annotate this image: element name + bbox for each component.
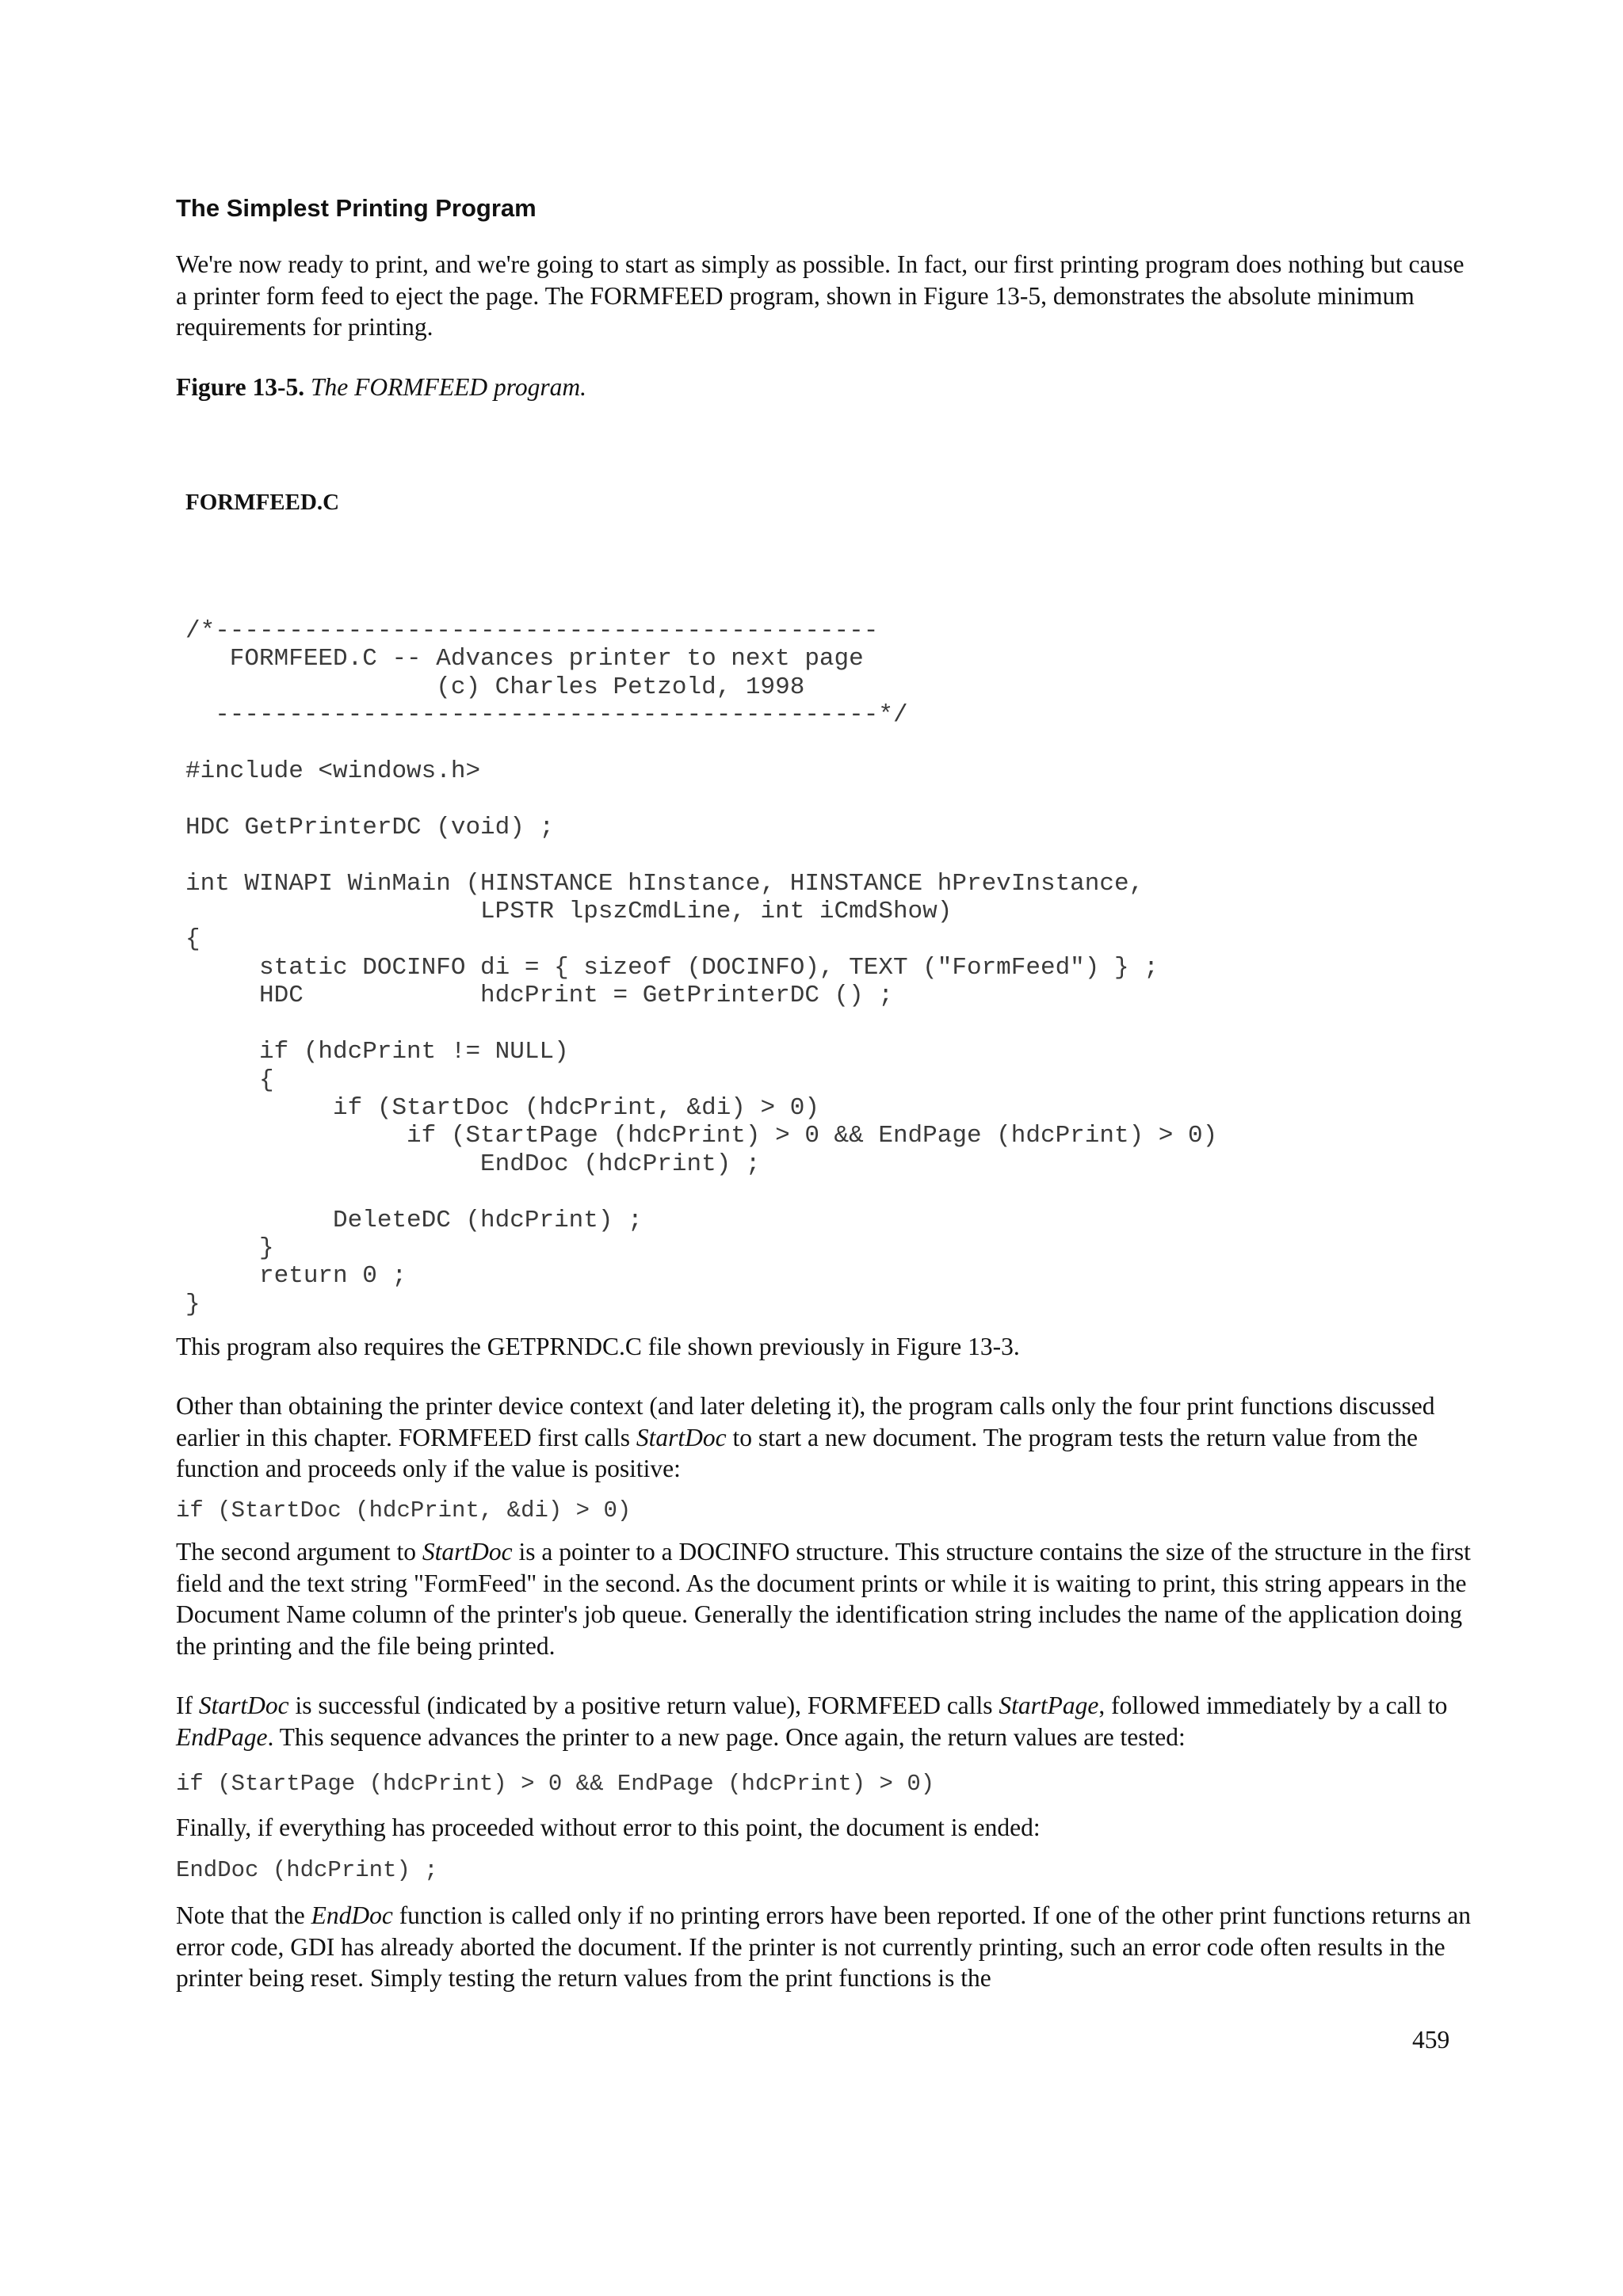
- body-paragraph-6: Note that the EndDoc function is called only if no printing errors have been reported. If one of the other print functions returns an error code, GDI has already aborted the document. If the printer is not currently printing, such an error code often results in the printer being reset. Simply testing the return values from the print functions is the: [176, 1901, 1472, 1992]
- figure-label: Figure 13-5.: [176, 373, 305, 401]
- function-name: StartPage: [999, 1691, 1099, 1719]
- code-snippet-3: EndDoc (hdcPrint) ;: [176, 1857, 438, 1883]
- body-paragraph-1: This program also requires the GETPRNDC.C file shown previously in Figure 13-3.: [176, 1333, 1020, 1360]
- code-listing: /*--------------------------------------------- FORMFEED.C -- Advances printer to next page (c) Charles Petzold, 1998 ---------------------------------------------*/ #include <windows.h> HDC GetPrinterDC (void) ; int WINAPI WinMain (HINSTANCE hInstance, HINSTANCE hPrevInstance, LPSTR lpszCmdLine, int iCmdShow) { static DOCINFO di = { sizeof (DOCINFO), TEXT ("FormFeed") } ; HDC hdcPrint = GetPrinterDC () ; if (hdcPrint != NULL) { if (StartDoc (hdcPrint, &di) > 0) if (StartPage (hdcPrint) > 0 && EndPage (hdcPrint) > 0) EndDoc (hdcPrint) ; DeleteDC (hdcPrint) ; } return 0 ; }: [185, 617, 1218, 1318]
- body-paragraph-2: Other than obtaining the printer device context (and later deleting it), the program calls only the four print functions discussed earlier in this chapter. FORMFEED first calls StartDoc to start a new document. The program tests the return value from the function and proceeds only if the value is positive:: [176, 1392, 1435, 1482]
- function-name: StartDoc: [422, 1538, 513, 1566]
- body-paragraph-5: Finally, if everything has proceeded without error to this point, the document is ended:: [176, 1814, 1041, 1841]
- function-name: StartDoc: [636, 1423, 727, 1451]
- code-snippet-1: if (StartDoc (hdcPrint, &di) > 0): [176, 1497, 632, 1524]
- body-paragraph-3: The second argument to StartDoc is a pointer to a DOCINFO structure. This structure contains the size of the structure in the first field and the text string "FormFeed" in the second. As the document prints or while it is waiting to print, this string appears in the Document Name column of the printer's job queue. Generally the identification string includes the name of the application doing the printing and the file being printed.: [176, 1538, 1471, 1660]
- body-paragraph-4: If StartDoc is successful (indicated by a positive return value), FORMFEED calls StartPage, followed immediately by a call to EndPage. This sequence advances the printer to a new page. Once again, the return values are tested:: [176, 1691, 1448, 1751]
- figure-caption: [176, 372, 586, 402]
- function-name: StartDoc: [198, 1691, 289, 1719]
- function-name: EndPage: [176, 1722, 268, 1751]
- code-file-title: FORMFEED.C: [185, 490, 340, 515]
- figure-title: The FORMFEED program.: [311, 373, 586, 401]
- function-name: EndDoc: [311, 1901, 393, 1929]
- intro-paragraph: We're now ready to print, and we're going to start as simply as possible. In fact, our first printing program does nothing but cause a printer form feed to eject the page. The FORMFEED program, shown in Figure 13-5, demonstrates the absolute minimum requirements for printing.: [176, 250, 1465, 341]
- section-heading: The Simplest Printing Program: [176, 194, 537, 222]
- code-snippet-2: if (StartPage (hdcPrint) > 0 && EndPage (hdcPrint) > 0): [176, 1771, 935, 1797]
- page-number: 459: [1412, 2026, 1450, 2054]
